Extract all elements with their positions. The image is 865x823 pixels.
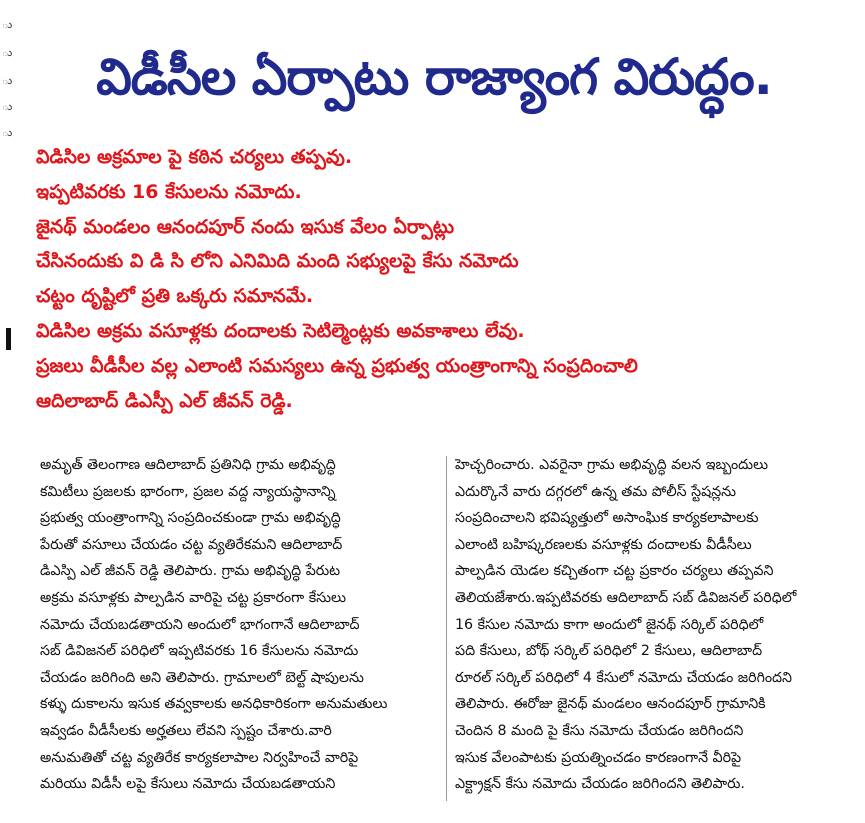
highlight-line: చేసినందుకు వి డి సి లోని ఎనిమిది మంది సభ్యులపై కేసు నమోదు [36, 250, 519, 273]
body-line: ఇవ్వడం వీడీసీలకు అర్హతలు లేవని స్పష్టం చేశారు.వారి [40, 722, 332, 739]
body-line: పది కేసులు, బోథ్ సర్కిల్ పరిధిలో 2 కేసులు, ఆదిలాబాద్ [455, 643, 763, 660]
body-line: తెలిపారు. ఈరోజు జైనథ్ మండలం ఆనందపూర్ గ్రామానికి [455, 696, 766, 713]
body-line: అక్రమ వసూళ్లకు పాల్పడిన వారిపై చట్ట ప్రకారంగా కేసులు [40, 589, 347, 606]
body-line: హెచ్చరించారు. ఎవరైనా గ్రామ అభివృద్ధి వలన ఇబ్బందులు [455, 457, 769, 473]
body-line: ఎదుర్కొనే వారు దగ్గరలో ఉన్న తమ పోలీస్ స్టేషన్లను [455, 483, 737, 500]
body-line: 16 కేసుల నమోదు కాగా అందులో జైనథ్ సర్కిల్ పరిధిలో [455, 616, 764, 633]
highlight-line: విడిసిల అక్రమ వసూళ్లకు దందాలకు సెటిల్మెంట్లకు అవకాశాలు లేవు. [36, 319, 525, 342]
body-line: చెందిన 8 మంది పై కేసు నమోదు చేయడం జరిగిందని [455, 722, 744, 739]
margin-glyph: ు [2, 74, 13, 87]
body-line: అమృత్ తెలంగాణ ఆదిలాబాద్ ప్రతినిధి గ్రామ అభివృద్ధి [40, 457, 336, 473]
highlight-line: ఆదిలాబాద్ డిఎస్పీ ఎల్ జీవన్ రెడ్డి. [36, 389, 293, 412]
highlight-line: ఇప్పటివరకు 16 కేసులను నమోదు. [36, 180, 302, 203]
body-line: ఇసుక వేలంపాటకు ప్రయత్నించడం కారణంగానే వీరిపై [455, 749, 742, 766]
body-line: ఎక్ట్రాక్షన్ కేసు నమోదు చేయడం జరిగిందని తెలిపారు. [455, 776, 745, 793]
headline: విడీసీల ఏర్పాటు రాజ్యాంగ విరుద్ధం. [96, 47, 772, 106]
body-line: అనుమతితో చట్ట వ్యతిరేక కార్యకలాపాల నిర్వహించే వారిపై [40, 749, 359, 766]
margin-glyph: ు [2, 18, 13, 31]
highlight-line: చట్టం దృష్టిలో ప్రతి ఒక్కరు సమానమే. [36, 285, 314, 308]
body-line: సంప్రదించాలని భవిష్యత్తులో అసాంఘిక కార్యకలాపాలకు [455, 510, 759, 527]
margin-marker [6, 340, 11, 350]
body-line: కళ్ళు దుకాలను ఇసుక తవ్వకాలకు అనధికారికంగా అనుమతులు [40, 696, 388, 713]
body-line: తెలియజేశారు.ఇప్పటివరకు ఆదిలాబాద్ సబ్ డివిజనల్ పరిధిలో [455, 589, 797, 606]
body-line: చేయడం జరిగింది అని తెలిపారు. గ్రామాలలో బెల్ట్ షాపులను [40, 669, 364, 686]
body-column-left [40, 452, 440, 798]
body-line: డిఎస్పి ఎల్ జీవన్ రెడ్డి తెలిపారు. గ్రామ అభివృద్ధి పేరుట [40, 563, 341, 580]
highlight-line: ప్రజలు వీడీసీల వల్ల ఎలాంటి సమస్యలు ఉన్న ప్రభుత్వ యంత్రాంగాన్ని సంప్రదించాలి [36, 354, 638, 377]
column-divider [446, 456, 447, 801]
margin-glyph: ు [2, 46, 13, 59]
body-line: పాల్పడిన యెడల కచ్చితంగా చట్ట ప్రకారం చర్యలు తప్పవని [455, 563, 774, 580]
body-column-right [455, 452, 857, 798]
highlight-line: విడిసిల అక్రమాల పై కఠిన చర్యలు తప్పవు. [36, 146, 353, 168]
highlight-line: జైనథ్ మండలం ఆనందపూర్ నందు ఇసుక వేలం ఏర్పాట్లు [36, 215, 455, 238]
body-line: మరియు విడీసీ లపై కేసులు నమోదు చేయబడతాయని [40, 776, 336, 793]
left-margin-cropped-text [0, 0, 22, 823]
body-line: పేరుతో వసూలు చేయడం చట్ట వ్యతిరేకమని ఆదిలాబాద్ [40, 536, 343, 553]
margin-glyph: ు [2, 126, 13, 139]
body-line: రూరల్ సర్కిల్ పరిధిలో 4 కేసులో నమోదు చేయడం జరిగిందని [455, 669, 793, 686]
body-line: నమోదు చేయబడతాయని అందులో భాగంగానే ఆదిలాబాద్ [40, 616, 360, 633]
body-line: ప్రభుత్వ యంత్రాంగాన్ని సంప్రదించకుండా గ్రామ అభివృద్ధి [40, 510, 341, 527]
body-line: ఎలాంటి బహిష్కరణలకు వసూళ్లకు దందాలకు వీడీసీలు [455, 536, 752, 553]
body-line: కమిటీలు ప్రజలకు భారంగా, ప్రజల వద్ద న్యాయస్థానాన్ని [40, 483, 336, 500]
body-line: సబ్ డివిజనల్ పరిధిలో ఇప్పటివరకు 16 కేసులను నమోదు [40, 643, 359, 660]
margin-glyph: ు [2, 100, 13, 113]
highlights-list [36, 140, 856, 418]
